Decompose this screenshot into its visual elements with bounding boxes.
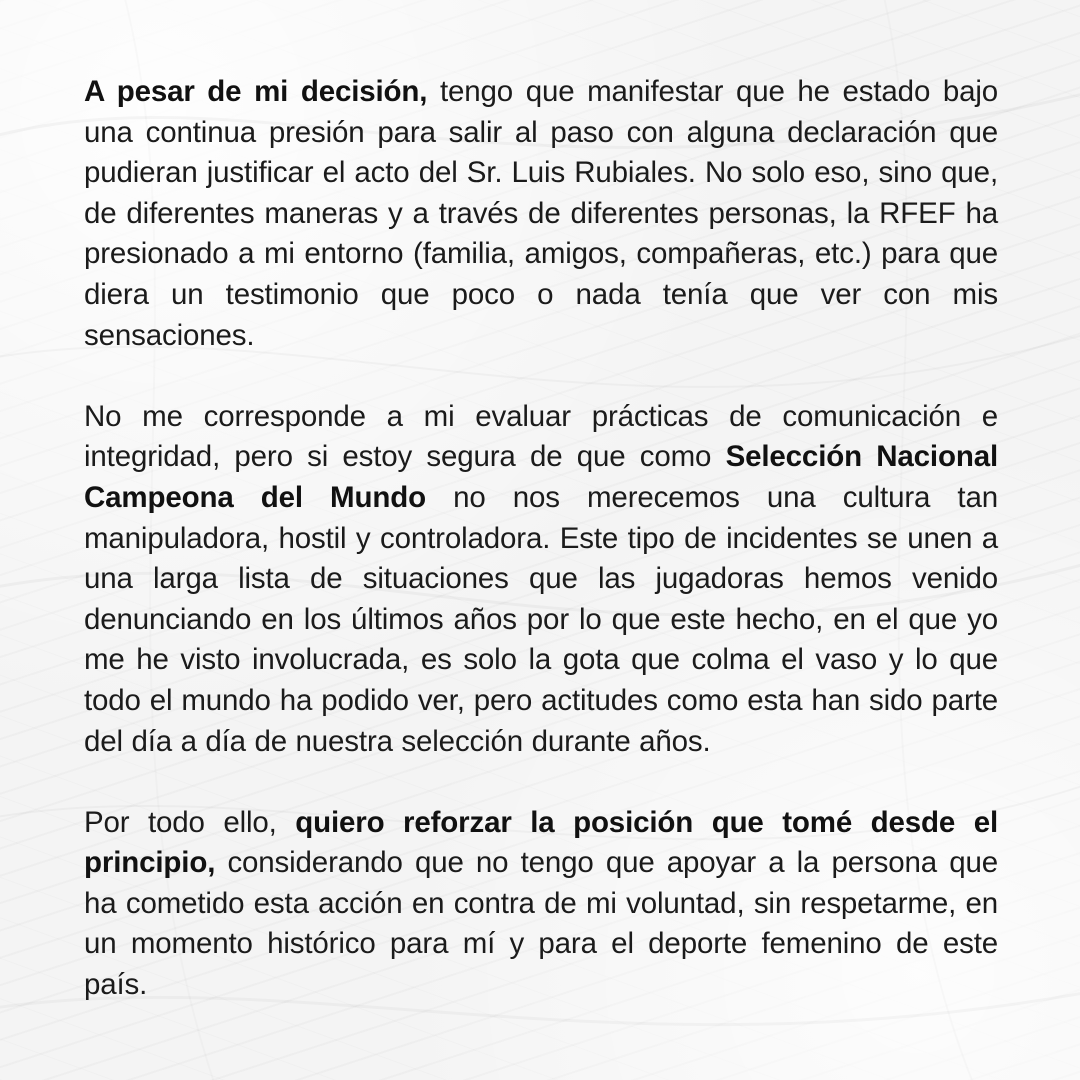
paragraph-3-bold-middle: quiero reforzar la posición que tomé desde el principio, xyxy=(84,805,998,880)
paragraph-1-bold-lead: A pesar de mi decisión, xyxy=(84,75,428,108)
paragraph-2-text-before: No me corresponde a mi evaluar prácticas de comunicación e integridad, pero si estoy segura de que como xyxy=(84,399,998,474)
paragraph-1-text: tengo que manifestar que he estado bajo una continua presión para salir al paso con alguna declaración que pudieran justificar el acto del Sr. Luis Rubiales. No solo eso, sino que, de diferentes maneras y a través de diferentes personas, la RFEF ha presionado a mi entorno (familia, amigos, compañeras, etc.) para que diera un testimonio que poco o nada tenía que ver con mis sensaciones. xyxy=(84,75,999,352)
paragraph-3 xyxy=(84,803,998,1006)
paragraph-3-text-before: Por todo ello, xyxy=(84,805,296,839)
paragraph-2-text-after: no nos merecemos una cultura tan manipuladora, hostil y controladora. Este tipo de incidentes se unen a una larga lista de situaciones que las jugadoras hemos venido denunciando en los últimos años por lo que este hecho, en el que yo me he visto involucrada, es solo la gota que colma el vaso y lo que todo el mundo ha podido ver, pero actitudes como esta han sido parte del día a día de nuestra selección durante años. xyxy=(84,480,998,758)
paragraph-1 xyxy=(84,72,998,356)
paragraph-2-bold-middle: Selección Nacional Campeona del Mundo xyxy=(84,440,999,514)
statement-text xyxy=(84,72,998,1006)
paragraph-2 xyxy=(84,397,998,762)
paragraph-3-text-after: considerando que no tengo que apoyar a la persona que ha cometido esta acción en contra de mi voluntad, sin respetarme, en un momento histórico para mí y para el deporte femenino de este país. xyxy=(84,846,998,1002)
